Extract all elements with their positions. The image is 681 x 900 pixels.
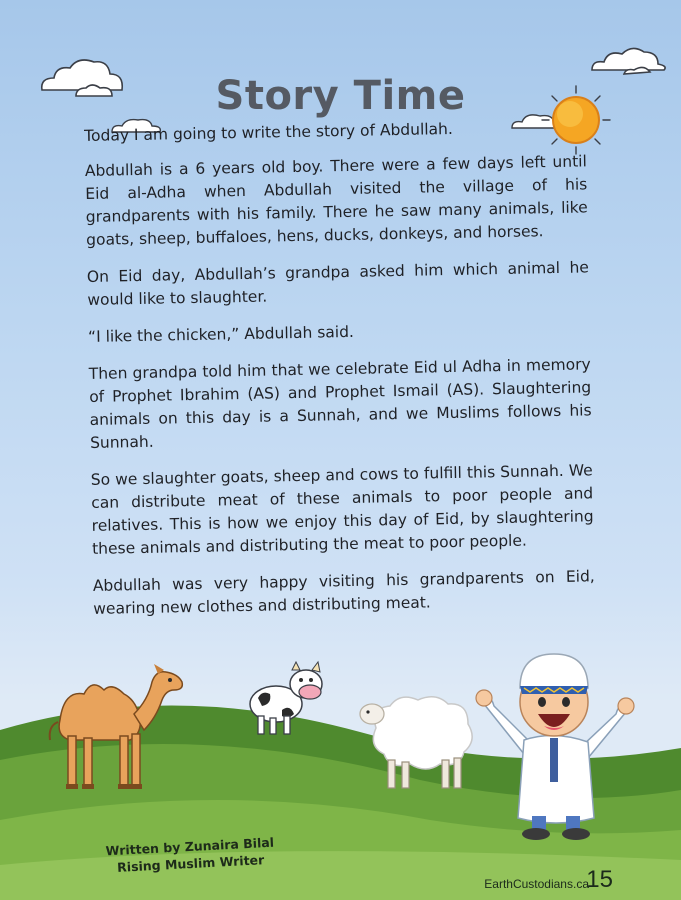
sheep-illustration bbox=[356, 688, 480, 792]
website-label: EarthCustodians.ca bbox=[484, 877, 589, 891]
camel-illustration bbox=[40, 660, 190, 795]
boy-illustration bbox=[470, 648, 640, 850]
story-paragraph: Abdullah is a 6 years old boy. There were a few days left until Eid al-Adha when Abdullah visited the village of his grandparents with his family. There he saw many animals, like goats, sheep, buffaloes, hens, ducks, donkeys, and horses. bbox=[84, 152, 588, 249]
author-title: Rising Muslim Writer bbox=[116, 852, 265, 875]
story-paragraph: Then grandpa told him that we celebrate Eid ul Adha in memory of Prophet Ibrahim (AS) and Prophet Ismail (AS). Slaughtering animals on this day is a Sunnah, and we Muslims follows his Sunnah. bbox=[88, 355, 592, 452]
page-number: 15 bbox=[586, 866, 613, 893]
story-paragraph: “I like the chicken,” Abdullah said. bbox=[87, 322, 355, 346]
story-paragraph: Today I am going to write the story of Abdullah. bbox=[84, 119, 454, 145]
cow-illustration bbox=[244, 660, 328, 740]
story-paragraph: On Eid day, Abdullah’s grandpa asked him which animal he would like to slaughter. bbox=[86, 258, 589, 309]
page-title: Story Time bbox=[215, 72, 466, 119]
story-text bbox=[84, 115, 596, 635]
author-name: Written by Zunaira Bilal bbox=[105, 834, 275, 859]
story-paragraph: So we slaughter goats, sheep and cows to fulfill this Sunnah. We can distribute meat of these animals to poor people and relatives. This is how we enjoy this day of Eid, by slaughtering these animals and distributing the meat to poor people. bbox=[90, 461, 594, 558]
story-paragraph: Abdullah was very happy visiting his grandparents on Eid, wearing new clothes and distributing meat. bbox=[92, 567, 595, 618]
